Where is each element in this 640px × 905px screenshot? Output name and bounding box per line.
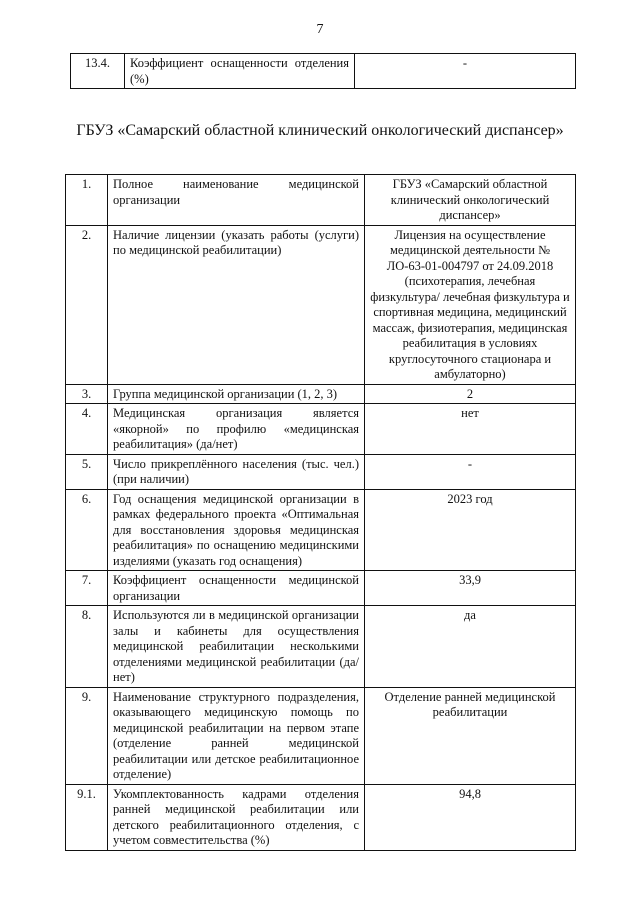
row-parameter: Наименование структурного подразделения, оказывающего медицинскую помощь по медицинской реабилитации на первом этапе (отделение ранней медицинской реабилитации или детское реабилитационное отделение) [108,687,365,784]
row-parameter: Наличие лицензии (указать работы (услуги) по медицинской реабилитации) [108,225,365,384]
row-parameter: Полное наименование медицинской организации [108,175,365,226]
row-parameter: Год оснащения медицинской организации в рамках федерального проекта «Оптимальная для восстановления здоровья медицинская реабилитация» по оснащению медицинскими изделиями (указать год оснащения) [108,489,365,571]
row-value: 94,8 [365,784,576,850]
row-number: 9. [66,687,108,784]
row-number: 6. [66,489,108,571]
table-row [66,454,576,489]
table-row [66,606,576,688]
row-value: Отделение ранней медицинской реабилитации [365,687,576,784]
organization-info-table [65,174,576,851]
row-value: 2 [365,384,576,404]
row-number: 3. [66,384,108,404]
row-parameter: Медицинская организация является «якорной» по профилю «медицинская реабилитация» (да/нет) [108,404,365,455]
row-value: 33,9 [365,571,576,606]
previous-section-table [70,53,576,89]
row-number: 5. [66,454,108,489]
row-number: 1. [66,175,108,226]
table-row [66,225,576,384]
table-row [66,571,576,606]
table-row [66,687,576,784]
page-number: 7 [316,22,324,37]
row-parameter: Группа медицинской организации (1, 2, 3) [108,384,365,404]
row-value: 2023 год [365,489,576,571]
row-number: 13.4. [71,54,125,89]
row-value: - [365,454,576,489]
row-value: да [365,606,576,688]
row-parameter: Коэффициент оснащенности медицинской организации [108,571,365,606]
row-value: Лицензия на осуществление медицинской деятельности № ЛО-63-01-004797 от 24.09.2018 (психотерапия, лечебная физкультура/ лечебная физкультура и спортивная медицина, медицинский массаж, физиотерапия, медицинская реабилитация в условиях круглосуточного стационара и амбулаторно) [365,225,576,384]
row-number: 9.1. [66,784,108,850]
table-row [66,784,576,850]
row-number: 8. [66,606,108,688]
row-parameter: Укомплектованность кадрами отделения ранней медицинской реабилитации или детского реабилитационного отделения, с учетом совместительства (%) [108,784,365,850]
table-row [66,404,576,455]
row-parameter: Коэффициент оснащенности отделения (%) [125,54,355,89]
row-value: - [355,54,576,89]
row-parameter: Число прикреплённого населения (тыс. чел.) (при наличии) [108,454,365,489]
row-number: 4. [66,404,108,455]
row-value: ГБУЗ «Самарский областной клинический онкологический диспансер» [365,175,576,226]
row-number: 7. [66,571,108,606]
row-number: 2. [66,225,108,384]
row-value: нет [365,404,576,455]
row-parameter: Используются ли в медицинской организации залы и кабинеты для осуществления медицинской реабилитации несколькими отделениями медицинской реабилитации (да/нет) [108,606,365,688]
table-row [66,175,576,226]
table-row [66,489,576,571]
table-row [66,384,576,404]
organization-heading: ГБУЗ «Самарский областной клинический онкологический диспансер» [76,122,564,139]
table-row [71,54,576,89]
